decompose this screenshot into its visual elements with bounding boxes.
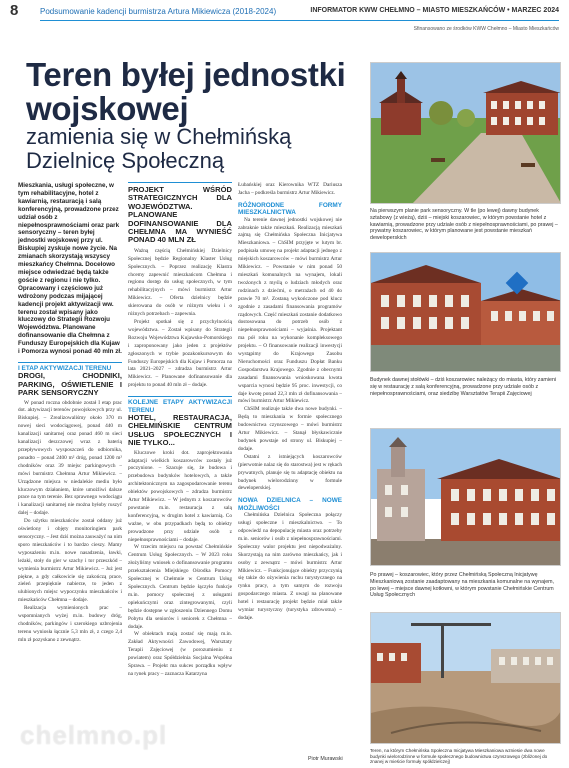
photo-caption: Na pierwszym planie park sensoryczny. W tle (po lewej) dawny budynek sztabowy (z wieżą), dziś – miejski koszarowiec, w którym powstanie hotel z kawiarnią, prowadzone przy udziale osób z niepełnosprawnościami, po prawej – prywatny koszarowiec, w którym planowane jest powstanie mieszkań deweloperskich — [370, 208, 558, 242]
sponsor-note: Sfinansowano ze środków KWW Chełmno – Miasto Mieszkańców — [413, 26, 559, 32]
column-1 — [18, 182, 122, 762]
page-number: 8 — [10, 2, 19, 19]
article-headline: Teren byłej jednostki wojskowej — [26, 56, 346, 127]
photo-caption: Po prawej – koszarowiec, który przez Chełmińską Społeczną Inicjatywę Mieszkaniową zostanie zaadaptowany na mieszkania komunalne na wynajem, po lewej – miejsce dawnej kotłowni, w którym powstanie Chełmińskie Centrum Usług Społecznych — [370, 572, 555, 599]
column-rule — [18, 362, 122, 363]
watermark: chelmno.pl — [20, 720, 168, 750]
paragraph: Łubańskiej oraz Kierownika WTZ Dariusza Jacha – podkreśla burmistrz Artur Mikiewicz. — [238, 182, 342, 196]
article-lead: Mieszkania, usługi społeczne, w tym rehabilitacyjne, hotel z kawiarnią, restauracją i salą konferencyjną, prowadzone przez udział osób z niepełnosprawnościami oraz park sensoryczny – teren byłej jednostki wojskowej przy ul. Biskupiej zyskuje nowe życie. Na zmianach skorzystają wszyscy mieszkańcy Chełmna. Docelowo miejsce odwiedzać będą także goście z regionu i nie tylko. Opracowany i częściowo już wdrożony podczas mijającej kadencji projekt aktywizacji ww. terenu został wpisany jako kluczowy do Strategii Rozwoju Województwa. Planowane dofinansowanie dla Chełmna z Funduszy Europejskich dla Kujaw i Pomorza wynosi ponad 40 mln zł. — [18, 182, 122, 356]
paragraph: W ponad roczna obdobnie został I etap prac dot. aktywizacji terenów powojskowych przy ul. Biskupiej. – Zrealizowaliśmy około 370 m nowej sieci wodociągowej, ponad 440 m kanalizacji sanitarnej oraz ponad 460 m sieci kanalizacji deszczowej wraz z baterią przepływowych wysposzczeń do odbiornika, ponadto – ponad 2400 m² dróg, ponad 1200 m² chodników oraz 39 miejsc parkingowych – mówi burmistrz Chełmna Artur Mikiewicz. – Urządzone miejsca w niedalekie mediu było kluczowym działaniem, które umożliwi dalsze prace na tym terenie. Bez sprawnego wodociągu i kanalizacji sanitarnej nie można byłoby ruszyć dalej – dodaje. — [18, 399, 122, 517]
paragraph: Projekt spotkał się z przychylnością województwa. – Został wpisany do Strategii Rozwoju Województwa Kujawsko-Pomorskiego i zaproponowany jako jeden z projektów zgłoszonych w trybie pozakonkursowym do Funduszy Europejskich dla Kujaw i Pomorza na lata 2021–2027 – zdradza burmistrz Artur Mikiewicz. – Planowane dofinansowanie dla projektu to ponad 40 mln zł – dodaje. — [128, 319, 232, 389]
photo-park-sensoryczny — [370, 62, 561, 204]
paragraph: Chełmińska Dzielnica Społeczna połączy usługi społeczne i mieszkalnictwo. – To odpowiedź na depopulację miasta oraz potrzeby m.in. seniorów i osób z niepełnosprawnościami. Społeczny walor projektu jest niepodważalny. Skorzystają na nim zarówno mieszkańcy, jak i osoby z zewnątrz – mówi burmistrz Artur Mikiewicz. – Funkcjonujące obiekty przyczynią się także do ożywienia ruchu turystycznego na rynku pracy, a tym samym do rozwoju gospodarczego miasta. Z uwagi na planowane hotel i restaurację projekt będzie miał także wymiar turystyczny (turystyka zdrowotna) – dodaje. — [238, 512, 342, 621]
author-credit: Piotr Murawski — [308, 756, 343, 762]
section-label: KOLEJNE ETAPY AKTYWIZACJI TERENU — [128, 399, 232, 414]
article-subheadline: zamienia się w Chełmińską Dzielnicę Społeczną — [26, 124, 292, 173]
paragraph: Do użytku mieszkańców został oddany już oświetlony i objęty monitoringiem park sensoryczny. – Jest dziś można zauważyć na nim sporo mieszkańców i to bardzo cieszy. Mamy wyposażeniu m.in. nowe nasadzenia, ławki, leżaki, stoły do gier w szachy i tor przeszkód – wymienia burmistrz Artur Mikiewicz. – Już jest piękne, a gdy całkowicie się zakończą prace, zieleń przepięknie nabierze, to jeden z ulubionych miejsc wypoczynku mieszkańców i mieszkańców Chełmna – dodaje. — [18, 518, 122, 604]
paragraph: ChSIM realizuje także dwa nowe budynki. – Będą to mieszkania w formie społecznego budownictwa czynszowego – mówi burmistrz Artur Mikiewicz. – Stanął błyskawicznie budynek powstaje od strony ul. Biskupiej – dodaje. — [238, 406, 342, 452]
photo-stolowka — [370, 252, 561, 372]
photo-plac-budowy — [370, 612, 561, 744]
column-2 — [128, 182, 232, 762]
paragraph: Kluczowe kroki dot. zaprojektowania adaptacji wielkich koszarowców zostały już poczynione. – Szacuje się, że budowa i przebudowa budynków hotelowych, a także architektonicznym na zagospodarowanie terenu obiektów powojskowych – zdradza burmistrz Artur Mikiewicz. – W jednym z koszarowców powstanie m.in. restauracja z salą konferencyjną, w drugim hotel z kawiarnią. Co ważne, w obu przypadkach będą to obiekty prowadzone przy udziale osób z niepełnosprawnościami – dodaje. — [128, 449, 232, 543]
publication-title: INFORMATOR KWW CHEŁMNO – MIASTO MIESZKAŃCÓW • MARZEC 2024 — [310, 7, 559, 14]
stage-heading: DROGI, CHODNIKI, PARKING, OŚWIETLENIE I PARK SENSORYCZNY — [18, 371, 122, 398]
paragraph: Realizacja wymienionych prac – wspomnianych wyżej m.in. budowy dróg, chodników, parkingów i szerokiego uzbrojenia terenu wyniosła łącznie 5,3 mln zł, z czego 2,4 mln zł pozyskano z zewnątrz. — [18, 605, 122, 643]
paragraph: Na terenie dawnej jednostki wojskowej nie zabraknie także mieszkań. Realizacją mieszkań zajmą się Chełmińska Społeczna Inicjatywa Mieszkaniowa. – ChSIM przyjęte w lutym br. podpisała umowę na projekt adaptacji jednego z miejskich koszarowców – mówi burmistrz Artur Mikiewicz. – Powstanie w nim ponad 50 mieszkań komunalnych na wynajem, lokali twożonych z myślą o ludziach młodych oraz rodzinach z dziećmi, o metrażach od 40 do prawie 70 m². Zostaną wykończone pod klucz zgodnie z zasadami finansowania programów rządowych. Część mieszkań zostanie dodatkowo dostosowana do potrzeb osób z niepełnosprawnościami – wyjaśnia. Projektant ma pół roku na wykonanie kompleksowego projektu. – O finansowanie realizacji inwestycji wystąpimy do Krajowego Zasobu Nieruchomości oraz Funduszu Dopłat Banku Gospodarstwa Krajowego. Zgodnie z obecnymi zasadami finansowania wnioskowana kwota wsparcia wynosi będzie 95 proc. inwestycji, co daje kwotę ponad 22,3 mln zł dofinansowania – mówi burmistrz Artur Mikiewicz. — [238, 216, 342, 405]
section-label: RÓŻNORODNE FORMY MIESZKALNICTWA — [238, 201, 342, 217]
section-label: NOWA DZIELNICA – NOWE MOŻLIWOŚCI — [238, 497, 342, 512]
paragraph: Ważną częścią Chełmińskiej Dzielnicy Społecznej będzie Regionalny Klaster Usług Społecznych. – Poprzez realizację Klastra chcemy zapewnić mieszkańcom Chełmna i regionu dostęp do usług społecznych, w tym rehabilitacyjnych – mówi burmistrz Artur Mikiewicz. – Oferta dzielnicy będzie skierowana do osób w różnym wieku i o różnych potrzebach – zapewnia. — [128, 247, 232, 318]
section-heading: HOTEL, RESTAURACJA, CHEŁMIŃSKIE CENTRUM USŁUG SPOŁECZNYCH I NIE TYLKO... — [128, 412, 232, 448]
paragraph: W obiektach mają zostać się mają m.in. Zakład Aktywności Zawodowej, Warsztaty Terapii Zajęciowej (w porozumieniu z powiatem) oraz Spółdzielnia Socjalna Współna Sprawa. – Projekt ma sukces porządku wpływ na rynek pracy – zaznacza Katarzyna — [128, 631, 232, 677]
section-title: Podsumowanie kadencji burmistrza Artura Mikiewicza (2018-2024) — [40, 7, 277, 16]
paragraph: W trzecim miejscu na powstać Chełmińskie Centrum Usług Społecznych. – W 2023 roku złożyliśmy wniosek o dofinansowanie programu przekształcenia Miejskiego Ośrodka Pomocy Społecznej w Chełmnie w Centrum Usług Społecznych. Centrum będzie łączyło funkcje m.in. pomocy społecznej z usługami opiekuńczymi oraz zintegrowanymi, czyli będzie dostępne w zgłoszeniu Dziennego Domu Pobytu dla seniorów i seniorek z Chełmna – dodaje. — [128, 544, 232, 630]
photo-koszarowiec — [370, 428, 561, 566]
photo-caption: Budynek dawnej stołówki – dziś koszarowiec należący do miasta, który zamieni się w restaurację z salą konferencyjną, prowadzone przy udziale osób z niepełnosprawnościami, oraz siedzibę Warsztatów Terapii Zajęciowej — [370, 377, 557, 397]
paragraph: Ostatni z istniejących koszarowców (pierwotnie nalaz się do starostwa) jest w rękach prywatnych, planuje się tu adaptację obiektu na budynek wielorodzinny w formule deweloperskiej. — [238, 453, 342, 492]
column-3 — [238, 182, 342, 762]
column-rule — [128, 396, 232, 397]
photo-caption: Teren, na którym Chełmińska Społeczna Inicjatywa Mieszkaniowa wzniesie dwa nowe budynki wielorodzinne w formule społecznego budownictwa czynszowego (zbliżonej do znanej w mieście formuły spółdzielczej) — [370, 748, 548, 764]
header-rule — [40, 20, 559, 21]
stage-label: I ETAP AKTYWIZACJI TERENU — [18, 364, 112, 372]
section-heading: PROJEKT WŚRÓD STRATEGICZNYCH DLA WOJEWÓDZTWA. PLANOWANE DOFINANSOWANIE DLA CHEŁMNA MA WYNIEŚĆ PONAD 40 MLN ZŁ — [128, 182, 232, 245]
